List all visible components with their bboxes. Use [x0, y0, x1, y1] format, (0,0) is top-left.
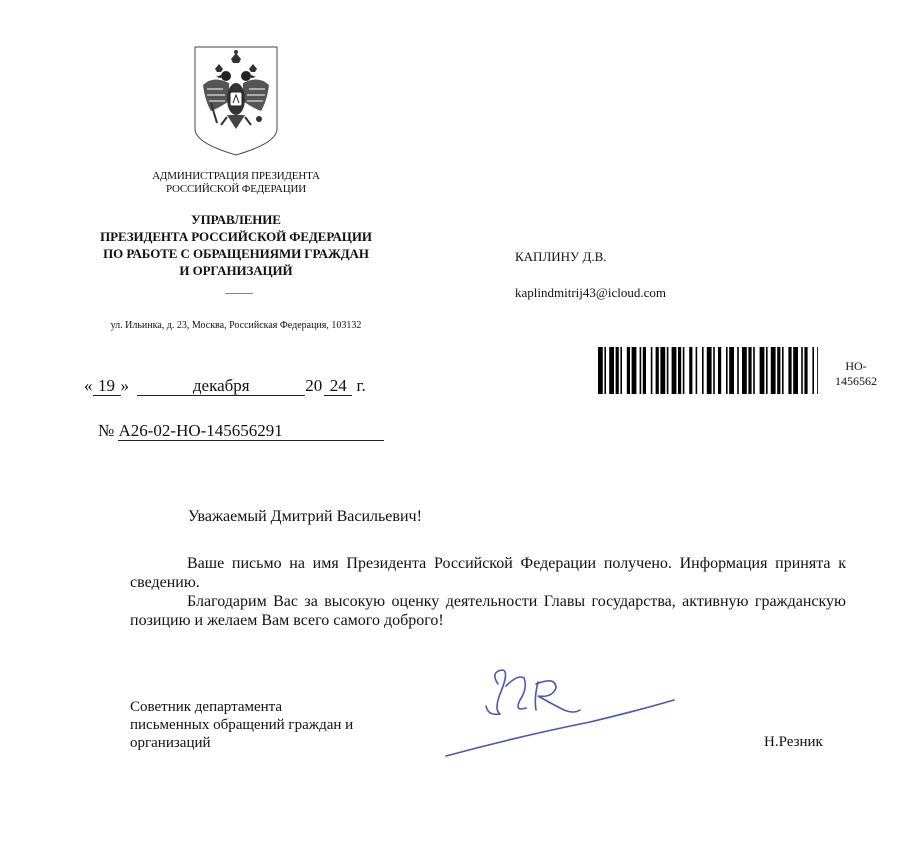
document-number-label: № — [98, 421, 115, 440]
recipient-name: КАПЛИНУ Д.В. — [515, 249, 607, 264]
header-divider — [225, 293, 253, 294]
signer-position-line-1: Советник департамента — [130, 699, 283, 715]
barcode-code-line-1: НО- — [845, 359, 867, 373]
date-year-suffix: 24 — [324, 376, 352, 396]
signer-position — [130, 698, 430, 752]
letter-date — [84, 376, 366, 396]
department-name-line-3: ПО РАБОТЕ С ОБРАЩЕНИЯМИ ГРАЖДАН — [103, 246, 369, 261]
department-name-line-1: УПРАВЛЕНИЕ — [191, 212, 281, 227]
letter-paragraph: Благодарим Вас за высокую оценку деятельности Главы государства, активную гражданскую позицию и желаем Вам всего самого доброго! — [130, 593, 846, 629]
document-number: А26-02-НО-145656291 — [118, 421, 384, 441]
department-address: ул. Ильинка, д. 23, Москва, Российская Федерация, 103132 — [110, 320, 362, 331]
department-name-line-2: ПРЕЗИДЕНТА РОССИЙСКОЙ ФЕДЕРАЦИИ — [100, 229, 372, 244]
date-suffix: г. — [356, 376, 366, 395]
letter-greeting: Уважаемый Дмитрий Васильевич! — [188, 508, 422, 525]
date-open-quote: « — [84, 376, 93, 395]
date-day: 19 — [93, 376, 121, 396]
recipient-email: kaplindmitrij43@icloud.com — [515, 285, 666, 300]
signer-position-line-2: письменных обращений граждан и — [130, 717, 354, 733]
barcode-code-line-2: 1456562 — [835, 374, 877, 388]
administration-name-line-2: РОССИЙСКОЙ ФЕДЕРАЦИИ — [165, 183, 307, 195]
letter-body — [130, 554, 846, 630]
date-year-prefix: 20 — [305, 376, 323, 395]
document-number-row — [98, 421, 384, 441]
department-name-line-4: И ОРГАНИЗАЦИЙ — [179, 263, 293, 278]
letter-paragraph: Ваше письмо на имя Президента Российской Федерации получено. Информация принята к сведению. — [130, 555, 846, 591]
barcode-code — [826, 359, 886, 389]
date-close-quote: » — [120, 376, 129, 395]
signer-name: Н.Резник — [764, 734, 823, 750]
date-month: декабря — [137, 376, 305, 396]
handwritten-signature — [440, 664, 680, 764]
signer-position-line-3: организаций — [130, 735, 211, 751]
administration-name-line-1: АДМИНИСТРАЦИЯ ПРЕЗИДЕНТА — [152, 170, 320, 182]
barcode — [598, 347, 818, 394]
coat-of-arms-emblem — [193, 45, 279, 157]
